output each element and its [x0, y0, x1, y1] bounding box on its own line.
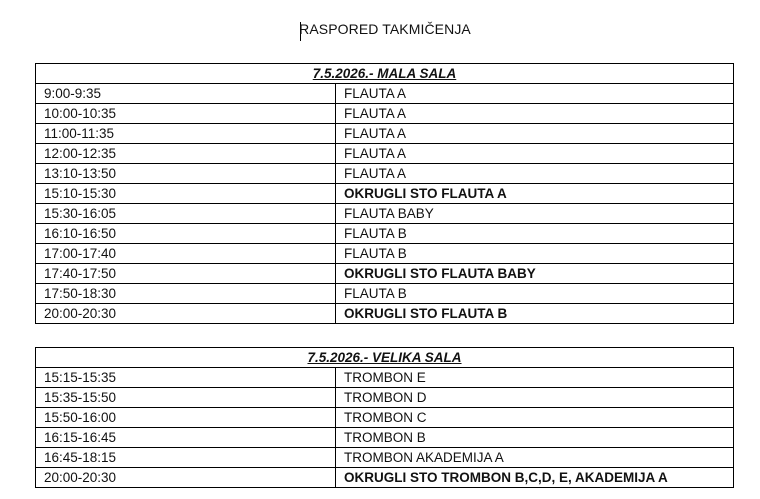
table-row — [36, 264, 734, 284]
time-cell: 10:00-10:35 — [36, 104, 336, 124]
event-cell: OKRUGLI STO TROMBON B,C,D, E, AKADEMIJA A — [336, 468, 734, 488]
time-cell: 9:00-9:35 — [36, 84, 336, 104]
time-cell: 15:30-16:05 — [36, 204, 336, 224]
event-cell: TROMBON C — [336, 408, 734, 428]
document-title: RASPORED TAKMIČENJA — [299, 21, 471, 37]
time-cell: 16:15-16:45 — [36, 428, 336, 448]
session-header: 7.5.2026.- MALA SALA — [36, 64, 734, 84]
event-cell: FLAUTA BABY — [336, 204, 734, 224]
schedule-table-velika-sala — [35, 347, 734, 488]
time-cell: 20:00-20:30 — [36, 468, 336, 488]
table-row — [36, 304, 734, 324]
table-row — [36, 284, 734, 304]
event-cell: OKRUGLI STO FLAUTA BABY — [336, 264, 734, 284]
time-cell: 20:00-20:30 — [36, 304, 336, 324]
table-header-row — [36, 348, 734, 368]
session-header: 7.5.2026.- VELIKA SALA — [36, 348, 734, 368]
table-row — [36, 408, 734, 428]
time-cell: 15:50-16:00 — [36, 408, 336, 428]
event-cell: FLAUTA A — [336, 104, 734, 124]
event-cell: FLAUTA A — [336, 164, 734, 184]
time-cell: 13:10-13:50 — [36, 164, 336, 184]
event-cell: FLAUTA B — [336, 224, 734, 244]
schedule-table-mala-sala — [35, 63, 734, 324]
event-cell: TROMBON AKADEMIJA A — [336, 448, 734, 468]
time-cell: 16:45-18:15 — [36, 448, 336, 468]
event-cell: TROMBON D — [336, 388, 734, 408]
table-header-row — [36, 64, 734, 84]
table-row — [36, 388, 734, 408]
table-row — [36, 144, 734, 164]
time-cell: 15:15-15:35 — [36, 368, 336, 388]
table-row — [36, 104, 734, 124]
time-cell: 16:10-16:50 — [36, 224, 336, 244]
table-row — [36, 184, 734, 204]
event-cell: FLAUTA A — [336, 124, 734, 144]
table-row — [36, 448, 734, 468]
event-cell: OKRUGLI STO FLAUTA A — [336, 184, 734, 204]
event-cell: TROMBON B — [336, 428, 734, 448]
time-cell: 17:50-18:30 — [36, 284, 336, 304]
time-cell: 15:10-15:30 — [36, 184, 336, 204]
table-row — [36, 204, 734, 224]
time-cell: 12:00-12:35 — [36, 144, 336, 164]
table-row — [36, 428, 734, 448]
time-cell: 17:40-17:50 — [36, 264, 336, 284]
event-cell: FLAUTA A — [336, 84, 734, 104]
time-cell: 15:35-15:50 — [36, 388, 336, 408]
table-row — [36, 124, 734, 144]
table-row — [36, 164, 734, 184]
time-cell: 17:00-17:40 — [36, 244, 336, 264]
table-row — [36, 368, 734, 388]
table-row — [36, 468, 734, 488]
table-row — [36, 224, 734, 244]
table-row — [36, 84, 734, 104]
event-cell: FLAUTA A — [336, 144, 734, 164]
event-cell: TROMBON E — [336, 368, 734, 388]
time-cell: 11:00-11:35 — [36, 124, 336, 144]
event-cell: FLAUTA B — [336, 284, 734, 304]
event-cell: FLAUTA B — [336, 244, 734, 264]
event-cell: OKRUGLI STO FLAUTA B — [336, 304, 734, 324]
table-row — [36, 244, 734, 264]
